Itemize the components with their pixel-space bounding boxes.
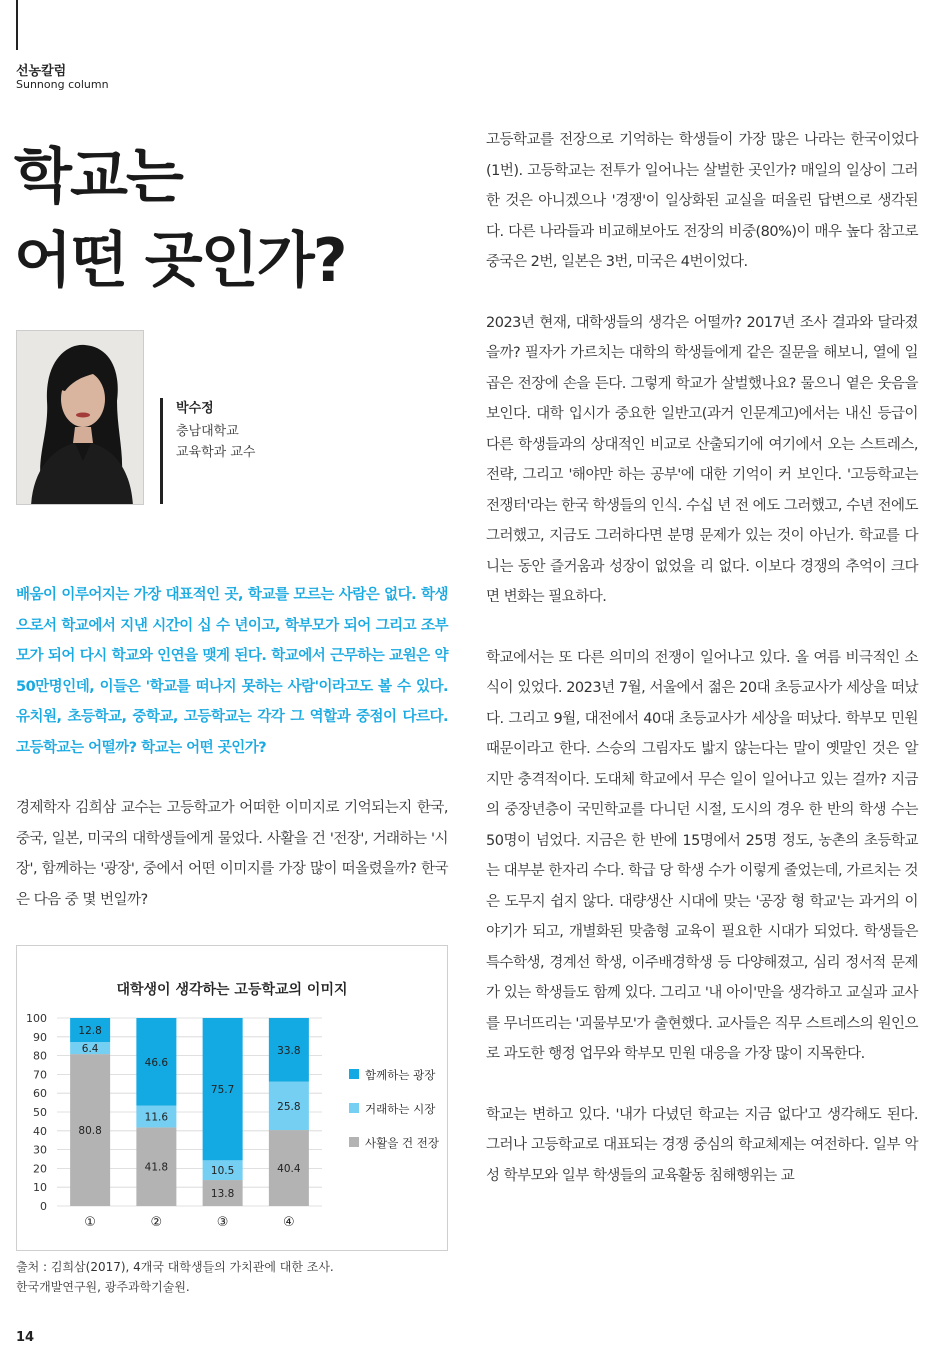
legend-label: 사활을 건 전장: [365, 1136, 439, 1150]
y-tick-label: 60: [33, 1087, 47, 1101]
data-label: 33.8: [277, 1044, 301, 1057]
y-tick-label: 100: [26, 1012, 47, 1025]
data-label: 13.8: [210, 1188, 235, 1201]
y-tick-label: 90: [33, 1030, 47, 1044]
chart-container: [16, 945, 448, 1251]
source-citation-line2: 한국개발연구원, 광주과학기술원.: [16, 1280, 190, 1294]
data-label: 40.4: [277, 1163, 301, 1176]
chart-x-axis: [84, 1215, 294, 1230]
legend-label: 함께하는 광장: [365, 1068, 436, 1082]
data-label: 12.8: [78, 1025, 102, 1038]
article-title-line1: 학교는: [14, 142, 182, 212]
author-portrait-image: [17, 331, 144, 505]
data-label: 41.8: [144, 1161, 169, 1174]
legend-label: 거래하는 시장: [365, 1102, 436, 1116]
article-title-line2: 어떤 곳인가?: [14, 226, 346, 296]
y-tick-label: 80: [33, 1049, 47, 1063]
left-body-paragraph: 경제학자 김희삼 교수는 고등학교가 어떠한 이미지로 기억되는지 한국, 중국, 일본, 미국의 대학생들에게 물었다. 사활을 건 '전장', 거래하는 '시장', 함께하는 '광장', 중에서 어떤 이미지를 가장 많이 떠올렸을까? 한국은 다음 중 몇 번일까?: [16, 800, 448, 908]
x-tick-label: ③: [216, 1215, 229, 1230]
right-column: [486, 125, 918, 1221]
data-label: 80.8: [78, 1125, 102, 1138]
legend-swatch: [349, 1137, 359, 1147]
y-tick-label: 50: [33, 1106, 47, 1119]
top-rule: [16, 0, 18, 50]
page-number: 14: [16, 1330, 35, 1345]
data-label: 75.7: [210, 1084, 235, 1097]
section-subtitle: Sunnong column: [16, 78, 109, 91]
article-title: [14, 135, 346, 303]
author-name: 박수정: [176, 401, 214, 416]
y-tick-label: 70: [33, 1068, 47, 1082]
author-divider: [160, 398, 163, 504]
right-paragraph-4: 학교는 변하고 있다. '내가 다녔던 학교는 지금 없다'고 생각해도 된다. 그러나 고등학교로 대표되는 경쟁 중심의 학교체제는 여전하다. 일부 악성 학부모와 일부 학생들의 교육활동 침해행위는 교: [486, 1106, 918, 1184]
author-photo: [16, 330, 144, 505]
y-tick-label: 30: [33, 1143, 47, 1157]
data-label: 6.4: [81, 1043, 99, 1056]
legend-swatch: [349, 1069, 359, 1079]
chart-y-axis: [26, 1012, 47, 1213]
chart-legend: [349, 1068, 440, 1150]
x-tick-label: ④: [283, 1215, 295, 1230]
data-label: 10.5: [210, 1165, 235, 1178]
y-tick-label: 20: [33, 1162, 47, 1176]
right-paragraph-3: 학교에서는 또 다른 의미의 전쟁이 일어나고 있다. 올 여름 비극적인 소식이 있었다. 2023년 7월, 서울에서 젊은 20대 초등교사가 세상을 떠났다. 그리고 9월, 대전에서 40대 초등교사가 세상을 떠났다. 학부모 민원 때문이라고 한다. 스승의 그림자도 밟지 않는다는 말이 옛말인 것은 알지만 충격적이다. 도대체 학교에서 무슨 일이 일어나고 있는 걸까? 지금의 중장년층이 국민학교를 다니던 시절, 도시의 경우 한 반의 학생 수는 50명이 넘었다. 지금은 한 반에 15명에서 25명 정도, 농촌의 초등학교는 대부분 한자리 수다. 학급 당 학생 수가 이렇게 줄었는데, 가르치는 것은 도무지 쉽지 않다. 대량생산 시대에 맞는 '공장 형 학교'는 과거의 이야기가 되고, 개별화된 맞춤형 교육이 필요한 시대가 되었다. 학생들은 특수학생, 경계선 학생, 이주배경학생 등 다양해졌고, 심리 정서적 문제가 있는 학생들도 함께 있다. 그리고 '내 아이'만을 생각하고 교실과 교사를 무너뜨리는 '괴물부모'가 출현했다. 교사들은 직무 스트레스의 원인으로 과도한 행정 업무와 학부모 민원 대응을 가장 많이 지목한다.: [486, 649, 918, 1062]
stacked-bar-chart: [17, 946, 447, 1250]
x-tick-label: ①: [84, 1215, 96, 1230]
data-label: 46.6: [144, 1056, 169, 1069]
data-label: 11.6: [144, 1111, 169, 1124]
legend-swatch: [349, 1103, 359, 1113]
section-title: 선농칼럼: [16, 64, 67, 79]
y-tick-label: 0: [40, 1200, 47, 1213]
x-tick-label: ②: [150, 1215, 163, 1230]
author-affiliation-department: 교육학과 교수: [176, 445, 256, 460]
right-paragraph-1: 고등학교를 전장으로 기억하는 학생들이 가장 많은 나라는 한국이었다(1번). 고등학교는 전투가 일어나는 살벌한 곳인가? 매일의 일상이 그러한 것은 아니겠으나 '경쟁'이 일상화된 교실을 떠올린 답변으로 생각된다. 다른 나라들과 비교해보아도 전장의 비중(80%)이 매우 높다 참고로 중국은 2번, 일본은 3번, 미국은 4번이었다.: [486, 132, 918, 270]
source-citation-line1: 출처 : 김희삼(2017), 4개국 대학생들의 가치관에 대한 조사.: [16, 1260, 334, 1274]
chart-title: 대학생이 생각하는 고등학교의 이미지: [116, 982, 348, 998]
data-label: 25.8: [277, 1100, 301, 1113]
y-tick-label: 10: [33, 1181, 47, 1195]
lead-paragraph: 배움이 이루어지는 가장 대표적인 곳, 학교를 모르는 사람은 없다. 학생으로서 학교에서 지낸 시간이 십 수 년이고, 학부모가 되어 그리고 조부모가 되어 다시 학교와 인연을 맺게 된다. 학교에서 근무하는 교원은 약 50만명인데, 이들은 '학교를 떠나지 못하는 사람'이라고도 볼 수 있다. 유치원, 초등학교, 중학교, 고등학교는 각각 그 역할과 중점이 다르다. 고등학교는 어떨까? 학교는 어떤 곳인가?: [16, 587, 448, 756]
author-affiliation-university: 충남대학교: [176, 424, 239, 439]
right-paragraph-2: 2023년 현재, 대학생들의 생각은 어떨까? 2017년 조사 결과와 달라졌을까? 필자가 가르치는 대학의 학생들에게 같은 질문을 해보니, 열에 일곱은 전장에 손을 든다. 그렇게 학교가 살벌했나요? 물으니 옅은 웃음을 보인다. 대학 입시가 중요한 일반고(과거 인문계고)에서는 내신 등급이 다른 학생들과의 상대적인 비교로 산출되기에 여기에서 오는 스트레스, 전략, 그리고 '해야만 하는 공부'에 대한 기억이 커 보인다. '고등학교는 전쟁터'라는 한국 학생들의 인식. 수십 년 전 에도 그러했고, 수년 전에도 그러했고, 지금도 그러하다면 분명 문제가 있는 것이 아닌가. 학교를 다니는 동안 즐거움과 성장이 없었을 리 없다. 이보다 경쟁의 추억이 크다면 변화는 필요하다.: [486, 314, 918, 605]
y-tick-label: 40: [33, 1124, 47, 1138]
